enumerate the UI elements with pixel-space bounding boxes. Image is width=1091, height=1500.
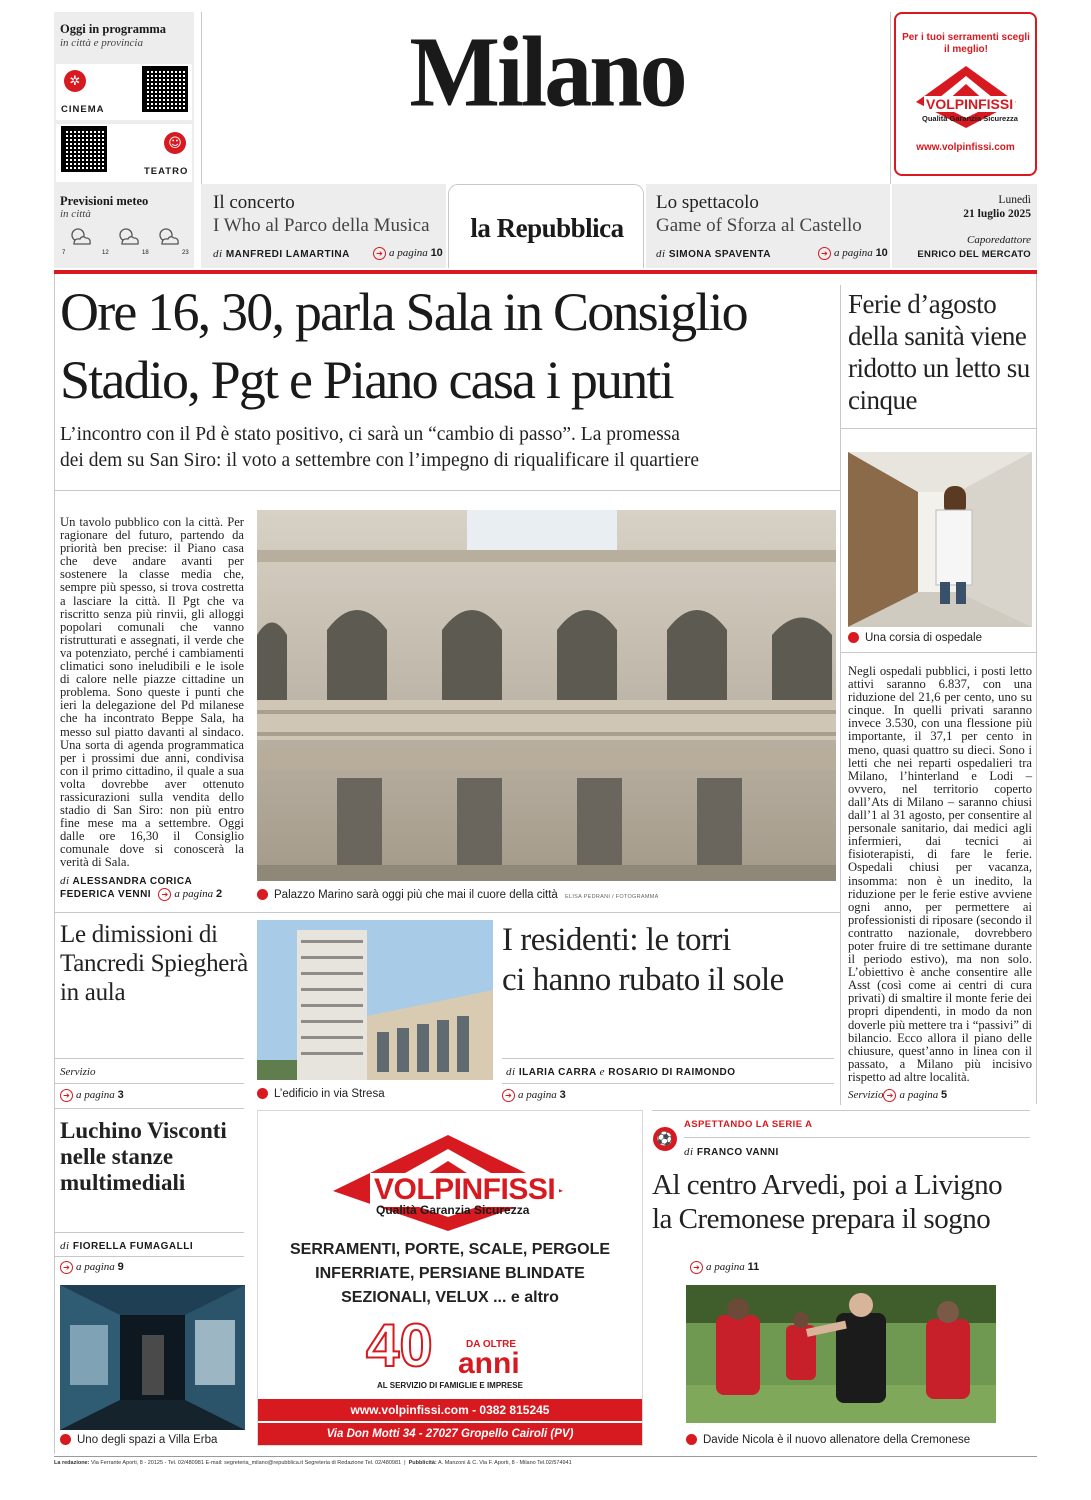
meteo-title: Previsioni meteo (60, 194, 149, 208)
spettacolo-title: Game of Sforza al Castello (656, 215, 862, 236)
footer: La redazione: Via Ferrante Aporti, 8 - 20125 - Tel. 02/480981 E-mail: segreteria_milano@repubblica.it Segreteria di Redazione Tel. 02/480981 | Pubblicità: A. Manzoni & C. Via F. Aporti, 8 - Milano Tel.02/574941 (54, 1460, 572, 1466)
lead-divider (54, 490, 840, 491)
cremonese-divider (684, 1137, 1030, 1138)
concerto-pageref[interactable]: ➔ a pagina 10 (373, 247, 443, 260)
camera-icon (848, 632, 859, 643)
theatre-mask-icon: ☺ (164, 132, 186, 154)
dimissioni-headline: Le dimissioni di Tancredi Spiegherà in aula (60, 921, 248, 1006)
ad-top[interactable] (894, 12, 1037, 176)
visconti-byline: di FIORELLA FUMAGALLI (60, 1240, 194, 1252)
ad-main-brand: VOLPINFISSI (370, 1173, 559, 1207)
residenti-divider-2 (502, 1083, 834, 1084)
ad-top-tagline: Per i tuoi serramenti scegli il meglio! (902, 32, 1030, 55)
top-strip (54, 184, 1037, 268)
sanita-divider (840, 428, 1036, 429)
cremonese-top-divider (652, 1110, 1030, 1111)
footer-pubblicita-label: Pubblicità: (408, 1460, 437, 1466)
footer-divider (54, 1456, 1037, 1457)
concerto-title: I Who al Parco della Musica (213, 215, 430, 236)
ad-main-address: Via Don Motti 34 - 27027 Gropello Cairoli (PV) (258, 1423, 642, 1445)
residenti-headline-1: I residenti: le torri (502, 922, 731, 958)
cinema-icon: ✲ (64, 70, 86, 92)
ad-main-contact[interactable]: www.volpinfissi.com - 0382 815245 (258, 1399, 642, 1421)
camera-icon (60, 1434, 71, 1445)
lead-photo (257, 510, 836, 881)
dimissioni-divider-2 (54, 1083, 244, 1084)
sanita-body: Negli ospedali pubblici, i posti letto attivi saranno 6.837, con una riduzione del 21,6 per cento, uno su cinque. In quelli privati saranno invece 3.530, con una flessione più importante, il 37,1 per cento in meno, quasi quattro su dieci. Sono i letti che nei reparti ospedalieri tra Milano, l’hinterland e Lodi – ovvero, nel territorio coperto dall’Ats di Milano – saranno chiusi dall’1 al 31 agosto, per consentire al personale sanitario, dai medici agli infermieri, dai tecnici ai fisioterapisti, di fare le ferie. Ospedali chiusi per vacanza, insomma: non è un inedito, la riduzione per le ferie estive avviene ogni anno, per permettere ai professionisti di riposare (secondo il contratto nazionale, dovrebbero poter fruire di tre settimane durante il periodo estivo), ma non solo. L’obiettivo è anche consentire alle Asst (così come ai centri di cura privati) di smaltire il monte ferie dei propri dipendenti, in modo da non doverle più mettere tra i “passivi” di bilancio. Ecco allora il piano delle chiusure, quest’anno in linea con il passato, a Milano più incisivo rispetto ad altre località. (848, 664, 1032, 1084)
residenti-byline: di ILARIA CARRA e ROSARIO DI RAIMONDO (506, 1066, 736, 1078)
ad-main-line-3: SEZIONALI, VELUX ... e altro (341, 1289, 559, 1306)
cremonese-headline-1: Al centro Arvedi, poi a Livigno (652, 1169, 1003, 1201)
repubblica-box (448, 184, 644, 268)
arrow-right-icon: ➔ (60, 1261, 73, 1274)
cremonese-photo-caption: Davide Nicola è il nuovo allenatore della Cremonese (686, 1434, 970, 1446)
masthead-title: Milano (409, 15, 685, 128)
footer-redazione-label: La redazione: (54, 1460, 90, 1466)
ad-main-years-prefix: DA OLTRE (466, 1339, 516, 1350)
concerto-kicker: Il concerto (213, 192, 295, 213)
issue-role: Caporedattore (967, 234, 1031, 246)
partly-cloudy-icon (68, 226, 90, 248)
ad-main-line-2: INFERRIATE, PERSIANE BLINDATE (315, 1265, 585, 1282)
ad-main-slogan: Qualità Garanzia Sicurezza (376, 1203, 530, 1217)
camera-icon (257, 889, 268, 900)
lead-pageref[interactable]: ➔ a pagina 2 (158, 888, 222, 900)
residenti-photo (257, 920, 493, 1080)
meteo-temp: 18 (142, 250, 149, 256)
spettacolo-pageref[interactable]: ➔ a pagina 10 (818, 247, 888, 260)
issue-date: 21 luglio 2025 (963, 208, 1031, 220)
repubblica-logo: la Repubblica (470, 213, 624, 243)
ad-main[interactable] (257, 1110, 643, 1446)
arrow-right-icon: ➔ (502, 1089, 515, 1102)
residenti-divider (502, 1058, 834, 1059)
meteo-box (54, 184, 194, 268)
ad-main-years-num: 40 (366, 1312, 433, 1379)
bottom-divider (54, 1108, 244, 1109)
lead-headline-1: Ore 16, 30, parla Sala in Consiglio (60, 282, 747, 342)
mid-divider (54, 912, 840, 913)
concerto-teaser[interactable] (201, 184, 446, 268)
footer-redazione: Via Ferrante Aporti, 8 - 20125 - Tel. 02/480981 E-mail: segreteria_milano@repubblica.it Segreteria di Redazione Tel. 02/480981 (90, 1460, 402, 1466)
dimissioni-divider (54, 1058, 244, 1059)
sanita-photo-caption: Una corsia di ospedale (848, 632, 982, 644)
visconti-photo (60, 1285, 245, 1430)
partly-cloudy-icon (156, 226, 180, 253)
meteo-temp: 7 (62, 250, 66, 256)
issue-box (892, 184, 1037, 268)
teatro-card[interactable] (56, 124, 192, 182)
arrow-right-icon: ➔ (883, 1089, 896, 1102)
red-rule (54, 270, 1037, 274)
lead-headline-2: Stadio, Pgt e Piano casa i punti (60, 350, 673, 410)
cremonese-byline: di FRANCO VANNI (684, 1146, 779, 1158)
lead-photo-credit: ELISA PEDRANI / FOTOGRAMMA (565, 894, 659, 900)
arrow-right-icon: ➔ (158, 888, 171, 901)
cremonese-headline-2: la Cremonese prepara il sogno (652, 1203, 991, 1235)
header-top (54, 12, 1054, 184)
sanita-headline: Ferie d’agosto della sanità viene ridotto un letto su cinque (848, 289, 1030, 415)
ad-main-years-word: anni (458, 1347, 520, 1380)
meteo-temp: 12 (102, 250, 109, 256)
ad-main-service: AL SERVIZIO DI FAMIGLIE E IMPRESE (377, 1381, 523, 1390)
partly-cloudy-icon (116, 226, 140, 253)
programma-title: Oggi in programma (60, 22, 167, 36)
dimissioni-service: Servizio (60, 1066, 96, 1078)
qr-code-icon (142, 66, 188, 112)
ad-main-line-1: SERRAMENTI, PORTE, SCALE, PERGOLE (289, 1241, 611, 1258)
cremonese-kicker: ASPETTANDO LA SERIE A (684, 1119, 813, 1130)
issue-day: Lunedì (998, 194, 1031, 206)
sanita-photo (848, 452, 1032, 627)
lead-byline: di ALESSANDRA CORICA FEDERICA VENNI ➔ a pagina 2 (60, 875, 223, 901)
cremonese-photo (686, 1285, 996, 1423)
qr-code-icon (61, 126, 107, 172)
divider-sanita (840, 285, 841, 1105)
cinema-card[interactable] (56, 64, 192, 120)
concerto-byline: di MANFREDI LAMARTINA (213, 248, 350, 260)
visconti-headline: Luchino Visconti nelle stanze multimediali (60, 1118, 227, 1195)
meteo-row (60, 224, 192, 260)
camera-icon (686, 1434, 697, 1445)
residenti-photo-caption: L’edificio in via Stresa (257, 1088, 385, 1100)
dimissioni-pageref[interactable]: ➔ a pagina 3 (60, 1089, 124, 1102)
visconti-divider-2 (54, 1256, 244, 1257)
programma-subtitle: in città e provincia (60, 37, 143, 49)
visconti-divider (54, 1232, 244, 1233)
lead-photo-caption: Palazzo Marino sarà oggi più che mai il cuore della città ELISA PEDRANI / FOTOGRAMMA (257, 889, 659, 901)
programma-box (54, 12, 194, 184)
ad-top-slogan: Qualità Garanzia Sicurezza (922, 114, 1018, 123)
residenti-headline-2: ci hanno rubato il sole (502, 962, 784, 998)
lead-standfirst-2: dei dem su San Siro: il voto a settembre con l’impegno di riqualificare il quartiere (60, 450, 699, 471)
teatro-label: TEATRO (144, 166, 189, 177)
issue-editor: ENRICO DEL MERCATO (917, 249, 1031, 260)
cinema-label: CINEMA (61, 104, 105, 115)
camera-icon (257, 1088, 268, 1099)
ad-top-url[interactable]: www.volpinfissi.com (916, 142, 1015, 153)
meteo-temp: 23 (182, 250, 189, 256)
arrow-right-icon: ➔ (373, 247, 386, 260)
spettacolo-kicker: Lo spettacolo (656, 192, 759, 213)
sanita-pageref[interactable]: Servizio ➔ a pagina 5 (848, 1089, 948, 1102)
arrow-right-icon: ➔ (818, 247, 831, 260)
spettacolo-byline: di SIMONA SPAVENTA (656, 248, 771, 260)
arrow-right-icon: ➔ (60, 1089, 73, 1102)
meteo-subtitle: in città (60, 208, 91, 220)
footer-pubblicita: A. Manzoni & C. Via F. Aporti, 8 - Milano Tel.02/574941 (438, 1460, 572, 1466)
lead-body: Un tavolo pubblico con la città. Per ragionare del futuro, partendo da priorità ben precise: il Piano casa che deve andare avanti per sostenere la classe media che, sempre più spesso, si trova costretta a lasciare la città. Il Pgt che va riscritto senza più rinvii, gli alloggi popolari comunali che vanno ristrutturati e assegnati, il verde che va potenziato, perché i cambiamenti climatici sono ineludibili e le isole di calore nelle piazze cittadine un problema. Sono queste i punti che ieri la delegazione del Pd milanese che ha incontrato Beppe Sala, ha messo sul piatto davanti al sindaco. Una sorta di agenda programmatica per i prossimi due anni, condivisa con il primo cittadino, il quale a sua volta dovrebbe aver ottenuto rassicurazioni sulla vendita dello stadio di San Siro: non più entro fine mese ma a settembre. Oggi dalle ore 16,30 il Consiglio comunale dove si conoscerà la verità di Sala. (60, 515, 244, 870)
arrow-right-icon: ➔ (690, 1261, 703, 1274)
spettacolo-teaser[interactable] (646, 184, 890, 268)
residenti-pageref[interactable]: ➔ a pagina 3 (502, 1089, 566, 1102)
lead-standfirst-1: L’incontro con il Pd è stato positivo, ci sarà un “cambio di passo”. La promessa (60, 424, 680, 445)
cremonese-pageref[interactable]: ➔ a pagina 11 (690, 1261, 759, 1274)
visconti-photo-caption: Uno degli spazi a Villa Erba (60, 1434, 217, 1446)
masthead-frame (201, 12, 891, 184)
frame-left (54, 274, 55, 1454)
sanita-divider-2 (840, 652, 1036, 653)
ad-top-brand: VOLPINFISSI (926, 96, 1014, 112)
football-icon: ⚽ (653, 1127, 677, 1151)
visconti-pageref[interactable]: ➔ a pagina 9 (60, 1261, 124, 1274)
